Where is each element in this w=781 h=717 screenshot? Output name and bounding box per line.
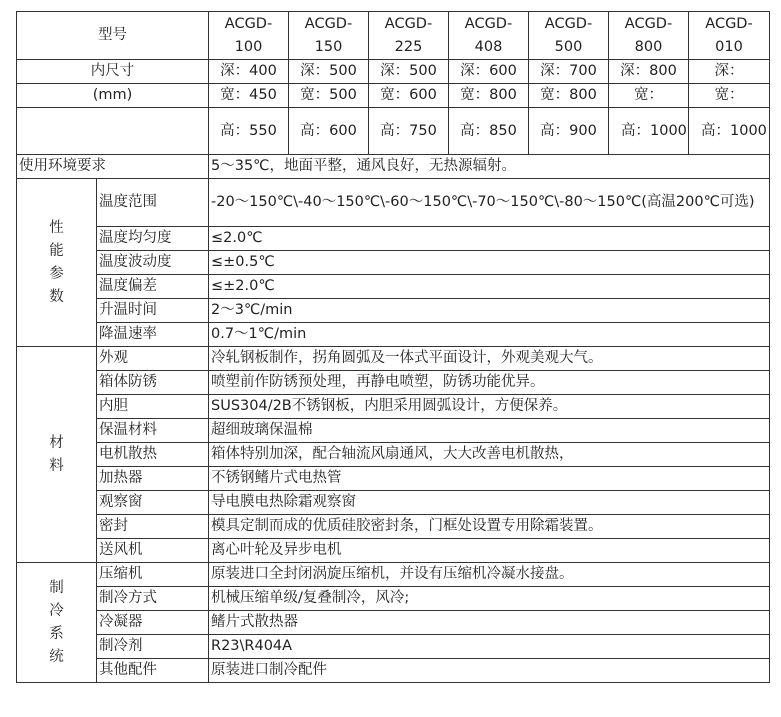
performance-group-label: 性 能 参 数 (17, 179, 97, 347)
model-cell: ACGD- 800 (609, 12, 689, 60)
spec-value: 机械压缩单级/复叠制冷，风冷; (209, 587, 770, 611)
height-cell: 高：600 (289, 108, 369, 155)
spec-label: 冷凝器 (97, 611, 209, 635)
spec-value: 喷塑前作防锈预处理，再静电喷塑，防锈功能优异。 (209, 371, 770, 395)
spec-value: 超细玻璃保温棉 (209, 419, 770, 443)
depth-cell: 深：800 (609, 60, 689, 84)
performance-row (17, 299, 770, 323)
height-cell: 高：550 (209, 108, 289, 155)
materials-row (17, 371, 770, 395)
spec-label: 压缩机 (97, 563, 209, 587)
materials-row (17, 443, 770, 467)
spec-label: 加热器 (97, 467, 209, 491)
depth-cell: 深：500 (369, 60, 449, 84)
depth-cell: 深：600 (449, 60, 529, 84)
model-label: 型号 (17, 12, 209, 60)
spec-label: 其他配件 (97, 659, 209, 683)
spec-label: 箱体防锈 (97, 371, 209, 395)
spec-value: ≤±2.0℃ (209, 275, 770, 299)
width-cell: 宽：500 (289, 84, 369, 108)
spec-value: 原装进口全封闭涡旋压缩机，并设有压缩机冷凝水接盘。 (209, 563, 770, 587)
width-cell: 宽：600 (369, 84, 449, 108)
materials-row (17, 347, 770, 371)
spec-value: 鳍片式散热器 (209, 611, 770, 635)
environment-label: 使用环境要求 (17, 155, 209, 179)
spec-table (16, 11, 770, 683)
spec-value: 不锈钢鳍片式电热管 (209, 467, 770, 491)
spec-label: 制冷方式 (97, 587, 209, 611)
width-cell: 宽：450 (209, 84, 289, 108)
spec-value: 导电膜电热除霜观察窗 (209, 491, 770, 515)
performance-row (17, 275, 770, 299)
width-cell: 宽：800 (529, 84, 609, 108)
depth-cell: 深：500 (289, 60, 369, 84)
materials-group-label: 材 料 (17, 347, 97, 563)
performance-row (17, 227, 770, 251)
spec-label: 升温时间 (97, 299, 209, 323)
spec-value: 箱体特别加深，配合轴流风扇通风，大大改善电机散热， (209, 443, 770, 467)
spec-value: -20～150℃\-40～150℃\-60～150℃\-70～150℃\-80～150℃(高温200℃可选) (209, 179, 770, 227)
spec-value: 0.7～1℃/min (209, 323, 770, 347)
refrigeration-row (17, 587, 770, 611)
spec-value: 原装进口制冷配件 (209, 659, 770, 683)
model-cell: ACGD- 150 (289, 12, 369, 60)
depth-cell: 深： (689, 60, 770, 84)
dimension-row-depth (17, 60, 770, 84)
refrigeration-row (17, 611, 770, 635)
refrigeration-row (17, 563, 770, 587)
spec-value: 2～3℃/min (209, 299, 770, 323)
materials-row (17, 539, 770, 563)
spec-value: SUS304/2B不锈钢板，内胆采用圆弧设计，方便保养。 (209, 395, 770, 419)
spec-label: 温度均匀度 (97, 227, 209, 251)
materials-row (17, 419, 770, 443)
spec-label: 电机散热 (97, 443, 209, 467)
performance-row (17, 179, 770, 227)
spec-value: 冷轧钢板制作，拐角圆弧及一体式平面设计，外观美观大气。 (209, 347, 770, 371)
environment-value: 5～35℃，地面平整，通风良好，无热源辐射。 (209, 155, 770, 179)
model-cell: ACGD- 010 (689, 12, 770, 60)
performance-row (17, 251, 770, 275)
dimension-row-height (17, 108, 770, 155)
materials-row (17, 491, 770, 515)
spec-label: 外观 (97, 347, 209, 371)
model-cell: ACGD- 100 (209, 12, 289, 60)
spec-value: R23\R404A (209, 635, 770, 659)
model-cell: ACGD- 408 (449, 12, 529, 60)
spec-value: 模具定制而成的优质硅胶密封条，门框处设置专用除霜装置。 (209, 515, 770, 539)
spec-label: 降温速率 (97, 323, 209, 347)
spec-label: 温度偏差 (97, 275, 209, 299)
spec-value: 离心叶轮及异步电机 (209, 539, 770, 563)
spec-label: 保温材料 (97, 419, 209, 443)
spec-label: 观察窗 (97, 491, 209, 515)
header-row (17, 12, 770, 60)
dimension-row-width (17, 84, 770, 108)
depth-cell: 深：400 (209, 60, 289, 84)
depth-cell: 深：700 (529, 60, 609, 84)
spec-label: 内胆 (97, 395, 209, 419)
spec-label: 制冷剂 (97, 635, 209, 659)
height-cell: 高：750 (369, 108, 449, 155)
spec-value: ≤±0.5℃ (209, 251, 770, 275)
width-cell: 宽： (689, 84, 770, 108)
model-cell: ACGD- 225 (369, 12, 449, 60)
spec-label: 送风机 (97, 539, 209, 563)
refrigeration-row (17, 635, 770, 659)
height-cell: 高：1000 (609, 108, 689, 155)
materials-row (17, 515, 770, 539)
width-cell: 宽： (609, 84, 689, 108)
refrigeration-group-label: 制 冷 系 统 (17, 563, 97, 683)
dimension-label-line1: 内尺寸 (17, 60, 209, 84)
spec-label: 温度波动度 (97, 251, 209, 275)
spec-value: ≤2.0℃ (209, 227, 770, 251)
refrigeration-row (17, 659, 770, 683)
spec-label: 温度范围 (97, 179, 209, 227)
model-cell: ACGD- 500 (529, 12, 609, 60)
height-cell: 高：850 (449, 108, 529, 155)
performance-row (17, 323, 770, 347)
height-cell: 高：1000 (689, 108, 770, 155)
dimension-label-empty (17, 108, 209, 155)
materials-row (17, 467, 770, 491)
materials-row (17, 395, 770, 419)
environment-row (17, 155, 770, 179)
height-cell: 高：900 (529, 108, 609, 155)
dimension-label-line2: (mm) (17, 84, 209, 108)
width-cell: 宽：800 (449, 84, 529, 108)
spec-label: 密封 (97, 515, 209, 539)
